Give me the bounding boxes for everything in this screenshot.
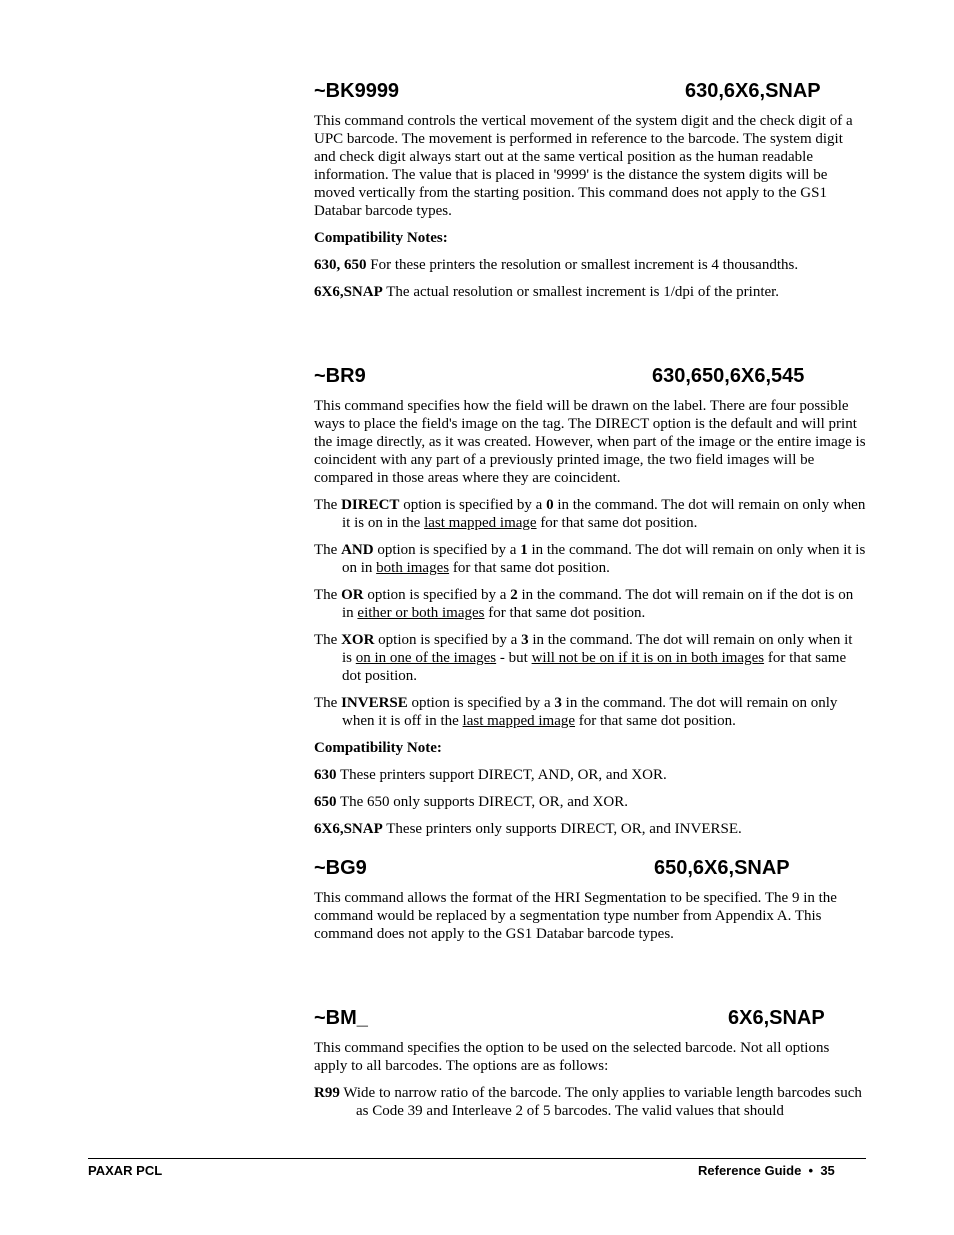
br-note-630: 630 These printers support DIRECT, AND, OR, and XOR. [314,767,667,783]
bk-compat-heading: Compatibility Notes: [314,230,448,246]
br-section [314,397,866,838]
bm-body: This command specifies the option to be used on the selected barcode. Not all options apply to all barcodes. The options are as follows: [314,1040,830,1074]
footer-right: Reference Guide • 35 [698,1163,835,1178]
bg-printers: 650,6X6,SNAP [654,857,790,879]
bk-printers: 630,6X6,SNAP [685,80,821,102]
bg-section [314,889,866,943]
br-note-650: 650 The 650 only supports DIRECT, OR, and XOR. [314,794,629,810]
br-option-direct: The DIRECT option is specified by a 0 in the command. The dot will remain on only when it is on in the last mapped image for that same dot position. [314,497,866,531]
bk-section [314,112,866,301]
br-compat-heading: Compatibility Note: [314,740,442,756]
br-option-xor: The XOR option is specified by a 3 in the command. The dot will remain on only when it is on in one of the images - but will not be on if it is on in both images for that same dot position. [314,632,853,684]
bm-option-r99: R99 Wide to narrow ratio of the barcode. The only applies to variable length barcodes such as Code 39 and Interleave 2 of 5 barcodes. The valid values that should [314,1085,862,1119]
br-printers: 630,650,6X6,545 [652,365,805,387]
bk-note-630-650: 630, 650 For these printers the resolution or smallest increment is 4 thousandths. [314,257,799,273]
br-option-inverse: The INVERSE option is specified by a 3 in the command. The dot will remain on only when it is off in the last mapped image for that same dot position. [314,695,838,729]
br-option-and: The AND option is specified by a 1 in the command. The dot will remain on only when it is on in both images for that same dot position. [314,542,866,576]
bg-body: This command allows the format of the HRI Segmentation to be specified. The 9 in the command would be replaced by a segmentation type number from Appendix A. This command does not apply to the GS1 Databar barcode types. [314,890,837,942]
bk-body: This command controls the vertical movement of the system digit and the check digit of a UPC barcode. The movement is performed in reference to the barcode. The system digit and check digit always start out at the same vertical position as the human readable information. The value that is placed in '9999' is the distance the system digits will be moved vertically from the starting position. This command does not apply to the GS1 Databar barcode types. [314,113,853,219]
br-option-or: The OR option is specified by a 2 in the command. The dot will remain on if the dot is on in either or both images for that same dot position. [314,587,854,621]
bm-printers: 6X6,SNAP [728,1007,825,1029]
bk-command-title: ~BK9999 [314,80,400,102]
footer-rule [88,1158,866,1159]
br-note-6x6-snap: 6X6,SNAP These printers only supports DIRECT, OR, and INVERSE. [314,821,742,837]
footer-left: PAXAR PCL [88,1163,163,1178]
bm-command-title: ~BM_ [314,1007,368,1029]
bm-section [314,1039,866,1120]
br-command-title: ~BR9 [314,365,366,387]
br-body: This command specifies how the field will be drawn on the label. There are four possible ways to place the field's image on the tag. The DIRECT option is the default and will print the image directly, as it was created. However, when part of the image or the entire image is coincident with any part of a previously printed image, the two field images will be compared in those areas where they are coincident. [314,398,866,486]
bg-command-title: ~BG9 [314,857,367,879]
bk-note-6x6-snap: 6X6,SNAP The actual resolution or smallest increment is 1/dpi of the printer. [314,284,780,300]
